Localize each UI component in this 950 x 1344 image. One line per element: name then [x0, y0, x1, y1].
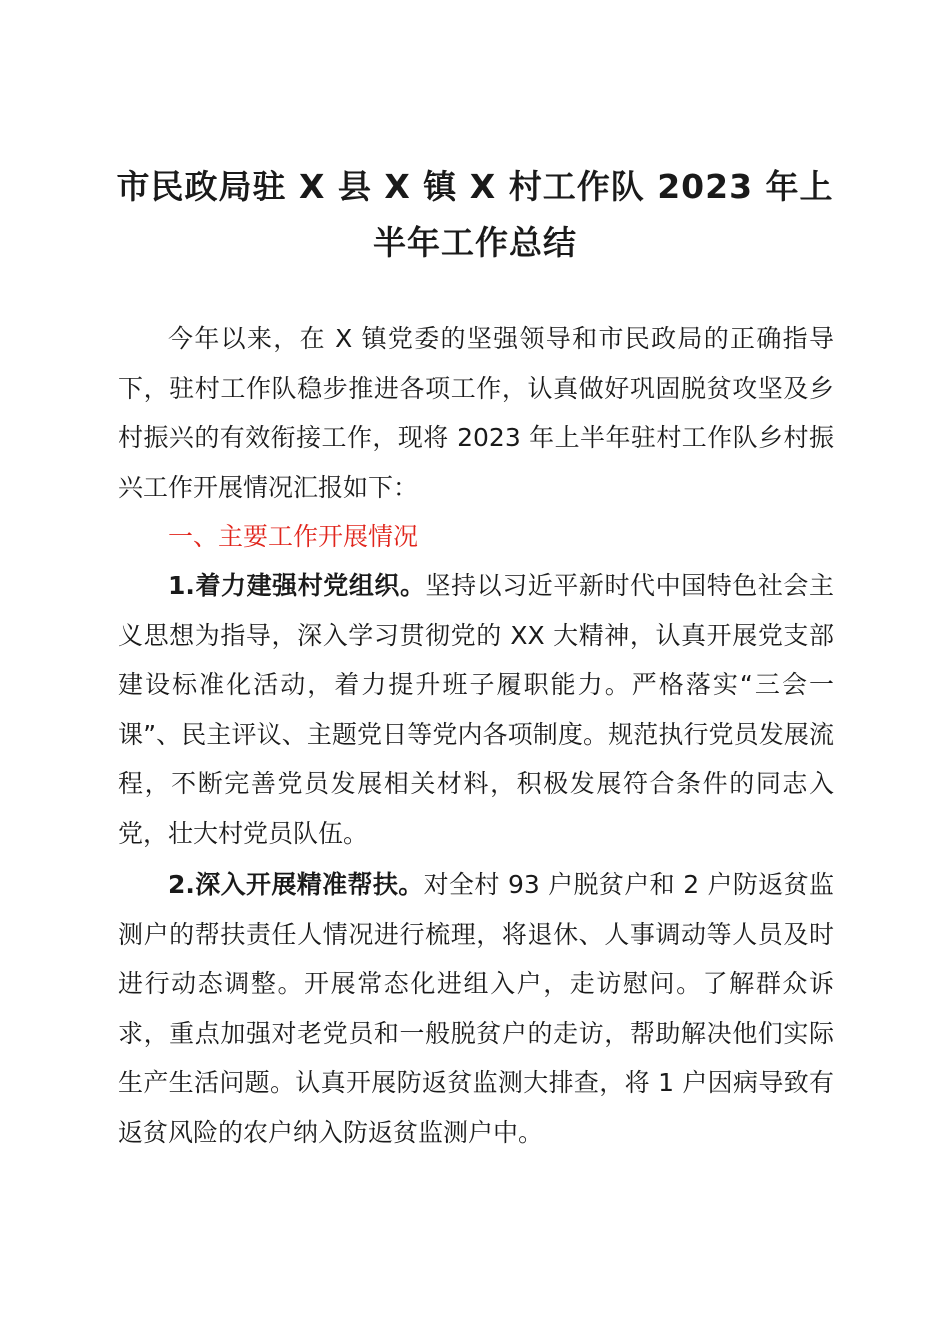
- item-1-lead: 1.着力建强村党组织。: [168, 571, 426, 600]
- intro-paragraph: [118, 314, 834, 512]
- item-2-text: 对全村 93 户脱贫户和 2 户防返贫监测户的帮扶责任人情况进行梳理，将退休、人事调动等人员及时进行动态调整。开展常态化进组入户，走访慰问。了解群众诉求，重点加强对老党员和一般脱贫户的走访，帮助解决他们实际生产生活问题。认真开展防返贫监测大排查，将 1 户因病导致有返贫风险的农户纳入防返贫监测户中。: [118, 870, 834, 1147]
- section-heading-1: 一、主要工作开展情况: [168, 522, 419, 551]
- item-2-lead: 2.深入开展精准帮扶。: [168, 870, 424, 899]
- item-1-paragraph: [118, 561, 834, 858]
- item-2-paragraph: [118, 860, 834, 1157]
- intro-text: 今年以来，在 X 镇党委的坚强领导和市民政局的正确指导下，驻村工作队稳步推进各项工作，认真做好巩固脱贫攻坚及乡村振兴的有效衔接工作，现将 2023 年上半年驻村工作队乡村振兴工作开展情况汇报如下：: [118, 324, 834, 502]
- document-title-line-1: 市民政局驻 X 县 X 镇 X 村工作队 2023 年上: [116, 167, 834, 206]
- item-2-content: [118, 860, 834, 1157]
- item-1-content: [118, 561, 834, 858]
- item-1-text: 坚持以习近平新时代中国特色社会主义思想为指导，深入学习贯彻党的 XX 大精神，认真开展党支部建设标准化活动，着力提升班子履职能力。严格落实“三会一课”、民主评议、主题党日等党内各项制度。规范执行党员发展流程，不断完善党员发展相关材料，积极发展符合条件的同志入党，壮大村党员队伍。: [118, 571, 834, 848]
- document-title-line-2: 半年工作总结: [373, 223, 577, 262]
